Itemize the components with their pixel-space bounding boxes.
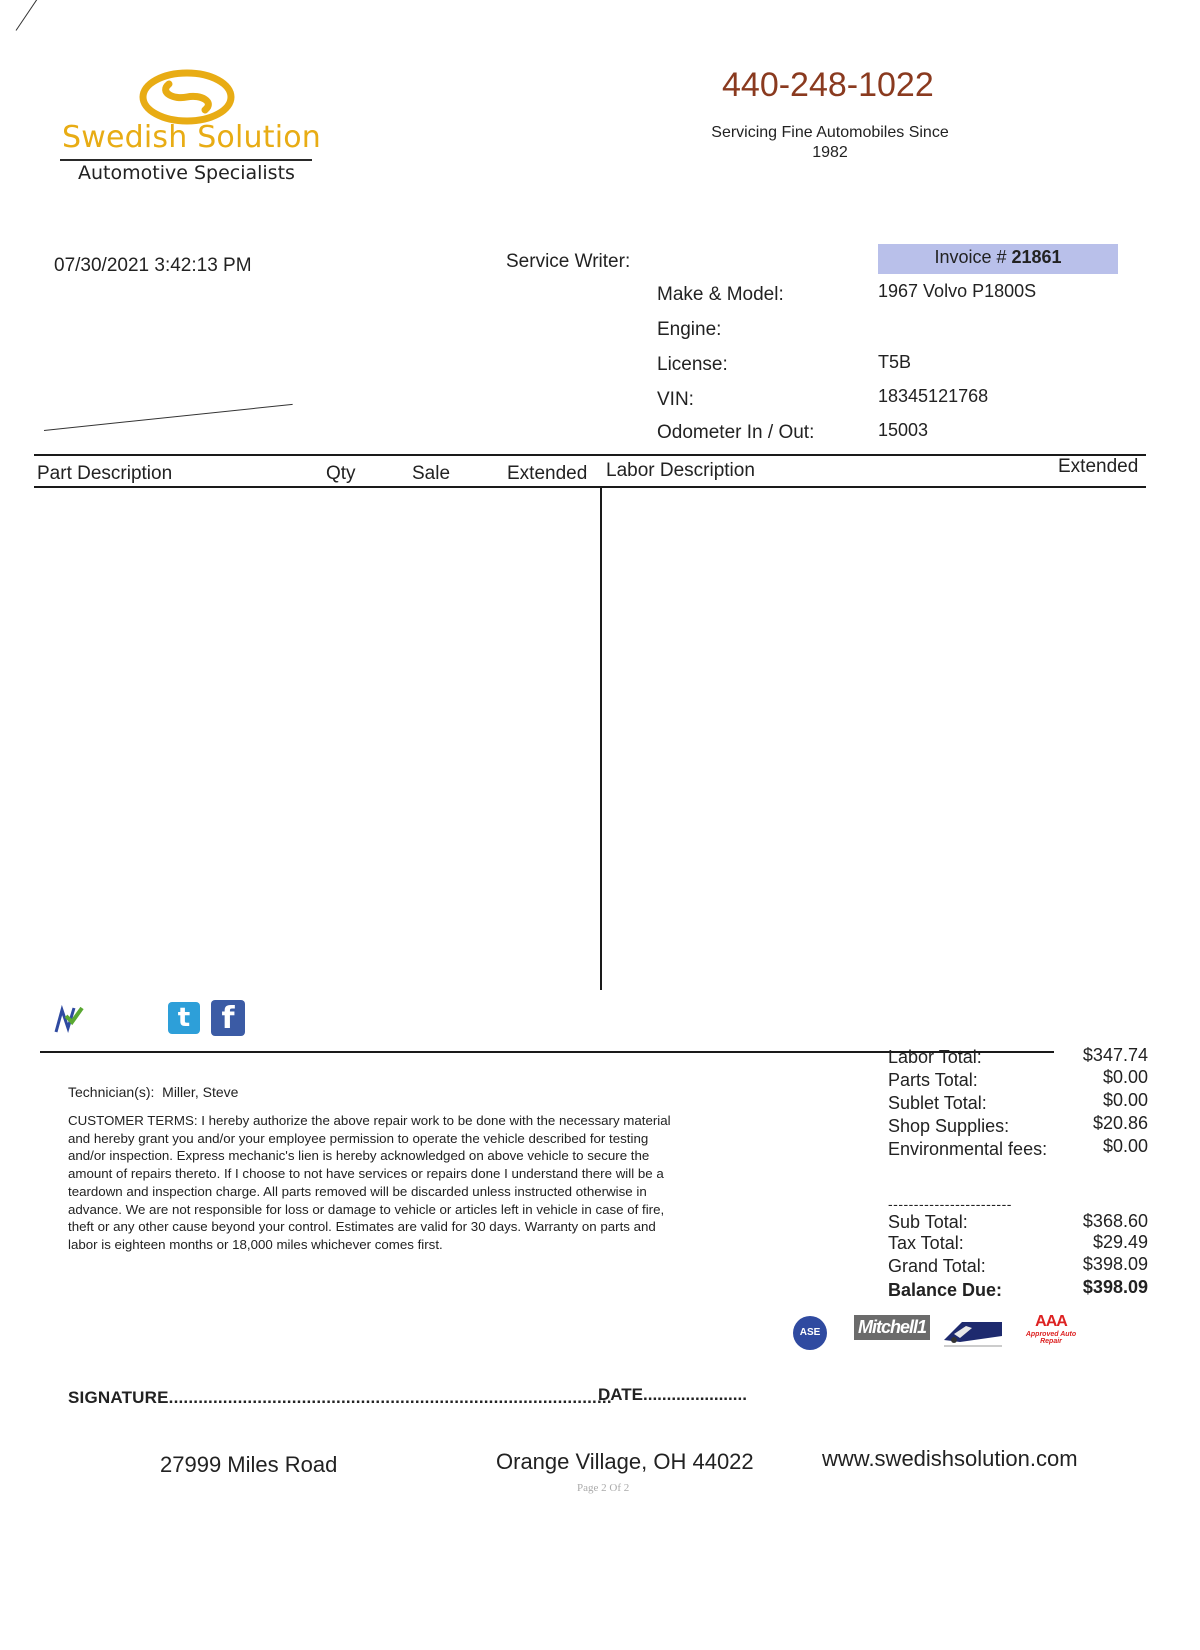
vehicle-label-make: Make & Model: [657, 284, 784, 305]
vehicle-value-odometer: 15003 [878, 420, 929, 440]
shop-supplies-value: $20.86 [1092, 1113, 1148, 1133]
service-writer-label: Service Writer: [506, 251, 631, 272]
signature-line[interactable]: SIGNATURE.......................................................................................... [68, 1388, 612, 1407]
grand-total-value: $398.09 [1082, 1254, 1148, 1274]
car-badge-icon [940, 1312, 1006, 1348]
tax-total-label: Tax Total: [888, 1233, 964, 1253]
technician-label: Technician(s): [68, 1084, 155, 1100]
col-qty: Qty [326, 463, 356, 484]
sub-total-label: Sub Total: [888, 1212, 968, 1232]
col-sale: Sale [412, 463, 451, 484]
parts-total-value: $0.00 [1102, 1067, 1148, 1087]
logo-icon [137, 68, 237, 126]
environmental-fees-label: Environmental fees: [888, 1139, 1048, 1159]
twitter-icon[interactable]: t [168, 1002, 200, 1034]
footer-address: 27999 Miles Road [160, 1452, 338, 1477]
sublet-total-value: $0.00 [1102, 1090, 1148, 1110]
facebook-icon[interactable]: f [211, 1000, 245, 1036]
labor-total-label: Labor Total: [888, 1047, 982, 1067]
balance-due-value: $398.09 [1082, 1277, 1148, 1297]
vehicle-label-vin: VIN: [657, 389, 694, 410]
balance-due-label: Balance Due: [888, 1280, 1003, 1300]
sublet-total-label: Sublet Total: [888, 1093, 987, 1113]
page-number: Page 2 Of 2 [577, 1482, 630, 1494]
mitchell-badge [854, 1315, 927, 1347]
invoice-datetime: 07/30/2021 3:42:13 PM [54, 255, 252, 276]
mitchell-badge-text: Mitchell1 [854, 1315, 930, 1340]
date-line[interactable]: DATE...................... [598, 1385, 747, 1404]
date-label: DATE [598, 1385, 644, 1404]
shop-supplies-label: Shop Supplies: [888, 1116, 1010, 1136]
labor-total-value: $347.74 [1082, 1045, 1148, 1065]
scan-artifact-line [44, 404, 293, 431]
scan-fold-line [16, 0, 106, 31]
footer-city: Orange Village, OH 44022 [496, 1449, 754, 1474]
tax-total-value: $29.49 [1092, 1232, 1148, 1252]
vehicle-label-odometer: Odometer In / Out: [657, 422, 815, 443]
seal-icon [52, 1002, 86, 1036]
aaa-badge [1016, 1313, 1086, 1349]
invoice-label: Invoice # [934, 247, 1007, 267]
vehicle-value-license: T5B [878, 352, 912, 372]
table-header-rule [34, 486, 1146, 488]
col-parts-extended: Extended [507, 463, 588, 484]
sub-total-value: $368.60 [1082, 1211, 1148, 1231]
environmental-fees-value: $0.00 [1102, 1136, 1148, 1156]
brand-tagline: Automotive Specialists [78, 162, 295, 184]
footer-website[interactable]: www.swedishsolution.com [822, 1446, 1078, 1471]
technician-line [68, 1084, 238, 1100]
since-line-1: Servicing Fine Automobiles Since [711, 124, 949, 141]
vehicle-label-engine: Engine: [657, 319, 722, 340]
invoice-number [878, 247, 1118, 268]
technician-name: Miller, Steve [162, 1084, 239, 1100]
col-labor-extended: Extended [1058, 456, 1139, 477]
since-text [690, 123, 970, 163]
table-top-rule [34, 454, 1146, 456]
table-column-divider [600, 487, 602, 990]
vehicle-value-make: 1967 Volvo P1800S [878, 281, 1037, 301]
since-line-2: 1982 [812, 144, 848, 161]
aaa-subtitle: Approved Auto Repair [1025, 1331, 1077, 1345]
ase-badge: ASE [793, 1316, 827, 1350]
phone-number: 440-248-1022 [722, 66, 934, 104]
signature-label: SIGNATURE [68, 1388, 169, 1407]
vehicle-value-vin: 18345121768 [878, 386, 989, 406]
grand-total-label: Grand Total: [888, 1256, 986, 1276]
brand-divider [60, 159, 312, 161]
parts-total-label: Parts Total: [888, 1070, 978, 1090]
aaa-logo: AAA [1035, 1313, 1067, 1330]
customer-terms: CUSTOMER TERMS: I hereby authorize the above repair work to be done with the necessary material and hereby grant you and/or your employee permission to operate the vehicle described for testing and/or inspection. Express mechanic's lien is hereby acknowledged on above vehicle to secure the amount of repairs thereto. If I choose to not have services or repairs done I understand there will be a teardown and inspection charge. All parts removed will be discarded unless instructed otherwise in advance. We are not responsible for loss or damage to vehicle or articles left in vehicle in case of fire, theft or any other cause beyond your control. Estimates are valid for 30 days. Warranty on parts and labor is eighteen months or 18,000 miles whichever comes first. [68, 1113, 671, 1252]
brand-name: Swedish Solution [62, 120, 322, 155]
col-part-description: Part Description [37, 463, 173, 484]
vehicle-label-license: License: [657, 354, 728, 375]
invoice-value: 21861 [1011, 247, 1062, 267]
totals-separator: ------------------------ [888, 1196, 1012, 1212]
col-labor-description: Labor Description [606, 460, 755, 481]
